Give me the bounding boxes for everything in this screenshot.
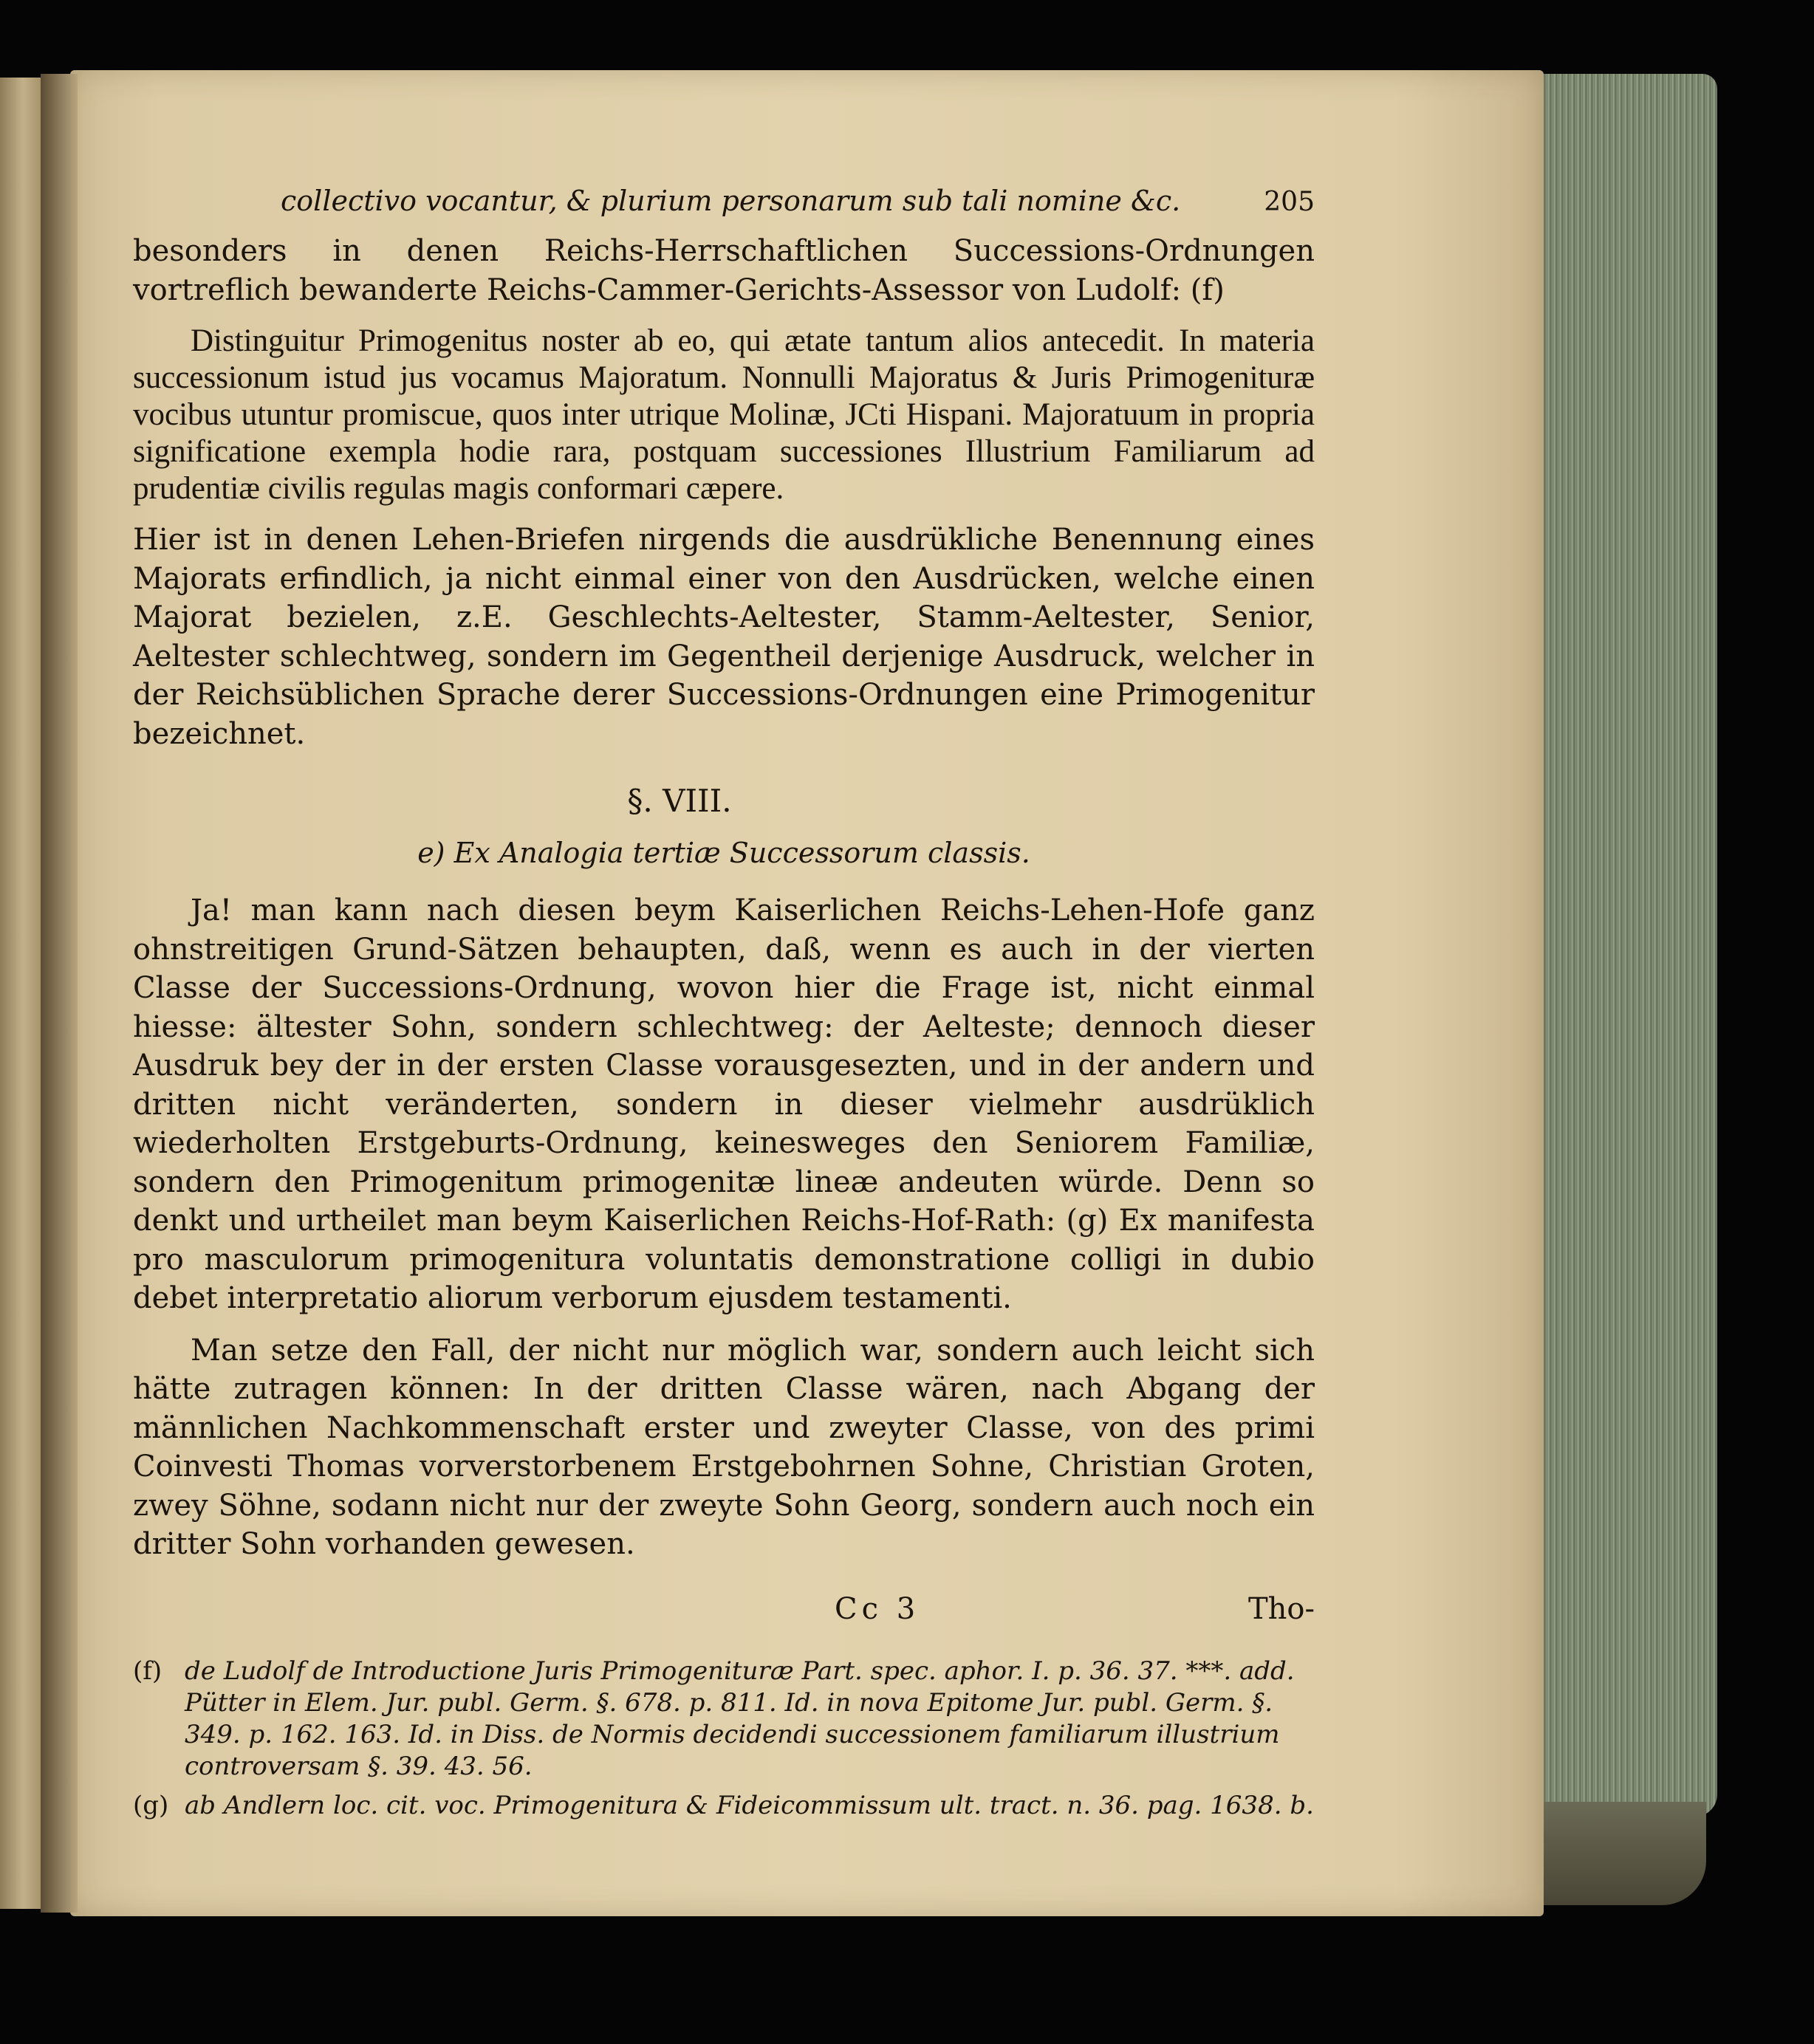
running-head: collectivo vocantur, & plurium personarum sub tali nomine &c. <box>281 185 1181 217</box>
paragraph-5: Man setze den Fall, der nicht nur möglich war, sondern auch leicht sich hätte zutragen können: In der dritten Classe wären, nach Abgang der männlichen Nachkommenschaft erster und zweyter Classe, von des primi Coinvesti Thomas vorverstorbenem Erstgebohrnen Sohne, Christian Groten, zwey Söhne, sodann nicht nur der zweyte Sohn Georg, sondern auch noch ein dritter Sohn vorhanden gewesen. <box>133 1333 1315 1561</box>
catchword: Tho- <box>1247 1591 1315 1626</box>
footnote-mark: (f) <box>133 1656 162 1686</box>
footnote-g <box>133 1790 1315 1822</box>
paragraph-1: besonders in denen Reichs-Herrschaftlichen Successions-Ordnungen vortreflich bewanderte Reichs-Cammer-Gerichts-Assessor von Ludolf: (f) <box>133 234 1315 307</box>
left-page-edge <box>0 78 46 1909</box>
page-header <box>133 185 1315 217</box>
book-cover-edge <box>1522 1802 1706 1905</box>
footnote-text: de Ludolf de Introductione Juris Primogenituræ Part. spec. aphor. I. p. 36. 37. ***. add. Pütter in Elem. Jur. publ. Germ. §. 678. p. 811. Id. in nova Epitome Jur. publ. Germ. §. 349. p. 162. 163. Id. in Diss. de Normis decidendi successionem familiarum illustrium controversam §. 39. 43. 56. <box>185 1656 1295 1781</box>
paragraph-2-latin: Distinguitur Primogenitus noster ab eo, qui ætate tantum alios antecedit. In materia successionum istud jus vocamus Majoratum. Nonnulli Majoratus & Juris Primogenituræ vocibus utuntur promiscue, quos inter utrique Molinæ, JCti Hispani. Majoratuum in propria significatione exempla hodie rara, postquam successiones Illustrium Familiarum ad prudentiæ civilis regulas magis conformari cæpere. <box>133 323 1315 506</box>
footnote-text: ab Andlern loc. cit. voc. Primogenitura & Fideicommissum ult. tract. n. 36. pag. 1638. b. <box>185 1790 1314 1820</box>
paragraph-3: Hier ist in denen Lehen-Briefen nirgends die ausdrükliche Benennung eines Majorats erfindlich, ja nicht einmal einer von den Ausdrücken, welche einen Majorat bezielen, z.E. Geschlechts-Aeltester, Stamm-Aeltester, Senior, Aeltester schlechtweg, sondern im Gegentheil derjenige Ausdruck, welcher in der Reichsüblichen Sprache derer Successions-Ordnungen eine Primogenitur bezeichnet. <box>133 523 1315 751</box>
page-number: 205 <box>1264 187 1315 217</box>
section-heading: §. VIII. <box>627 783 732 819</box>
section-subheading: e) Ex Analogia tertiæ Successorum classis. <box>417 837 1030 869</box>
paragraph-4: Ja! man kann nach diesen beym Kaiserlichen Reichs-Lehen-Hofe ganz ohnstreitigen Grund-Sätzen behaupten, daß, wenn es auch in der vierten Classe der Successions-Ordnung, wovon hier die Frage ist, nicht einmal hiesse: ältester Sohn, sondern schlechtweg: der Aelteste; dennoch dieser Ausdruk bey der in der ersten Classe vorausgesezten, und in der andern und dritten nicht veränderten, sondern in dieser vielmehr ausdrüklich wiederholten Erstgeburts-Ordnung, keinesweges den Seniorem Familiæ, sondern den Primogenitum primogenitæ lineæ andeuten würde. Denn so denkt und urtheilet man beym Kaiserlichen Reichs-Hof-Rath: (g) Ex manifesta pro masculorum primogenitura voluntatis demonstratione colligi in dubio debet interpretatio aliorum verborum ejusdem testamenti. <box>133 894 1315 1315</box>
page-block-edge <box>1529 74 1717 1817</box>
book-gutter <box>41 74 78 1913</box>
page-text <box>133 185 1315 1829</box>
signature-mark: Cc 3 <box>835 1591 920 1626</box>
footnote-f <box>133 1656 1315 1783</box>
footnote-mark: (g) <box>133 1790 169 1820</box>
catch-line <box>133 1592 1315 1626</box>
